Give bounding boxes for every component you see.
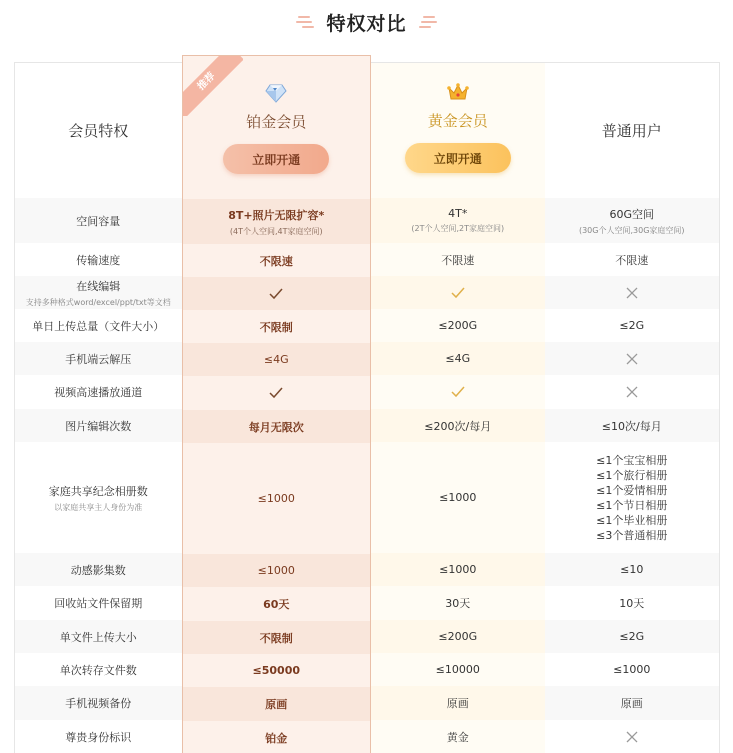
platinum-value-text: 8T+照片无限扩容*: [228, 208, 325, 222]
gold-value-sub: (2T个人空间,2T家庭空间): [411, 224, 505, 233]
feature-label: 尊贵身份标识: [65, 730, 132, 744]
platinum-value-cell: [183, 587, 370, 621]
normal-value-cell: [545, 720, 720, 753]
recommend-ribbon-label: 推荐: [183, 56, 243, 116]
gold-column-header: [371, 63, 545, 198]
gold-column: [371, 63, 545, 753]
normal-value-text: ≤1000: [613, 663, 651, 676]
gold-value-text: ≤200次/每月: [424, 419, 492, 433]
gold-column-title: 黄金会员: [427, 112, 488, 130]
normal-value-text: 原画: [620, 697, 643, 710]
feature-label: 传输速度: [76, 253, 121, 267]
gold-value-cell: [371, 686, 545, 720]
normal-value-text: ≤10次/每月: [601, 419, 662, 433]
platinum-value-text: ≤50000: [252, 664, 301, 677]
gold-value-text: ≤1000: [439, 563, 477, 576]
gold-value-text: ≤10000: [435, 663, 480, 676]
normal-value-cell: [545, 409, 720, 442]
feature-label: 单次转存文件数: [59, 663, 137, 677]
gold-value-text: 不限速: [441, 253, 475, 267]
gold-value-cell: [371, 375, 545, 409]
feature-sublabel: 以家庭共享主人身份为准: [54, 502, 143, 512]
gold-value-text: ≤1000: [439, 491, 477, 504]
feature-row: [15, 276, 182, 309]
gold-value-cell: [371, 653, 545, 686]
normal-value-cell: [545, 375, 720, 409]
platinum-value-cell: [183, 687, 370, 721]
normal-value-cell: [545, 198, 720, 243]
feature-row: [15, 553, 182, 586]
platinum-value-cell: [183, 244, 370, 277]
platinum-value-cell: [183, 310, 370, 343]
platinum-value-text: 原画: [265, 698, 288, 711]
cross-icon: [625, 286, 639, 300]
cross-icon: [625, 385, 639, 399]
page-title: 特权对比: [326, 12, 407, 35]
feature-label: 单日上传总量（文件大小）: [32, 319, 165, 333]
normal-value-text: 10天: [619, 597, 645, 610]
normal-value-text: 不限速: [615, 253, 649, 267]
gold-value-cell: [371, 243, 545, 276]
cross-icon: [625, 352, 639, 366]
feature-label: 手机视频备份: [65, 697, 132, 710]
gold-value-text: 原画: [446, 697, 469, 710]
platinum-value-cell: [183, 199, 370, 244]
normal-value-cell: [545, 620, 720, 653]
gold-value-cell: [371, 586, 545, 620]
gold-value-cell: [371, 620, 545, 653]
platinum-value-text: 不限制: [259, 631, 293, 645]
platinum-subscribe-button[interactable]: 立即开通: [223, 144, 329, 174]
normal-value-cell: [545, 342, 720, 375]
normal-column-title: 普通用户: [601, 122, 662, 140]
normal-value-cell: [545, 442, 720, 553]
platinum-value-text: 不限速: [259, 254, 293, 268]
normal-value-text: ≤2G: [619, 630, 645, 643]
section-title-bar: [0, 8, 733, 36]
normal-value-cell: [545, 243, 720, 276]
feature-label: 单文件上传大小: [59, 630, 137, 644]
feature-row: [15, 309, 182, 342]
normal-value-text: 60G空间: [609, 207, 655, 221]
title-right-decoration-icon: [417, 14, 437, 30]
gold-value-text: 黄金: [446, 730, 469, 744]
feature-row: [15, 653, 182, 686]
platinum-column-title: 铂金会员: [246, 113, 307, 131]
normal-value-cell: [545, 653, 720, 686]
normal-column: [545, 63, 720, 753]
platinum-value-text: ≤1000: [257, 564, 295, 577]
gold-value-text: ≤4G: [445, 352, 471, 365]
normal-value-text: ≤10: [620, 563, 644, 576]
platinum-value-cell: [183, 654, 370, 687]
feature-column-header: [15, 63, 182, 198]
feature-row: [15, 375, 182, 409]
platinum-value-cell: [183, 277, 370, 310]
feature-row: [15, 409, 182, 442]
feature-label: 空间容量: [76, 214, 121, 228]
normal-value-cell: [545, 276, 720, 309]
normal-list-item: ≤1个毕业相册: [596, 513, 668, 527]
normal-value-sub: (30G个人空间,30G家庭空间): [578, 225, 685, 235]
check-icon: [268, 286, 284, 302]
normal-value-cell: [545, 553, 720, 586]
gold-value-cell: [371, 720, 545, 753]
feature-row: [15, 243, 182, 276]
normal-list-item: ≤1个旅行相册: [596, 468, 668, 482]
platinum-value-text: 60天: [263, 598, 290, 611]
comparison-table: [14, 62, 720, 753]
recommend-ribbon: [183, 56, 243, 116]
platinum-value-text: ≤4G: [263, 353, 289, 366]
check-icon: [268, 385, 284, 401]
platinum-value-cell: [183, 410, 370, 443]
normal-list-item: ≤3个普通相册: [596, 528, 668, 542]
normal-value-text: ≤2G: [619, 319, 645, 332]
gold-value-cell: [371, 553, 545, 586]
feature-row: [15, 198, 182, 243]
normal-column-header: [545, 63, 720, 198]
gold-value-text: ≤200G: [438, 319, 478, 332]
normal-list-item: ≤1个宝宝相册: [596, 453, 668, 467]
title-left-decoration-icon: [296, 14, 316, 30]
gold-value-cell: [371, 198, 545, 243]
feature-label: 回收站文件保留期: [54, 597, 143, 610]
check-icon: [450, 384, 466, 400]
normal-list-item: ≤1个爱情相册: [596, 483, 668, 497]
feature-row: [15, 586, 182, 620]
platinum-value-cell: [183, 621, 370, 654]
normal-value-cell: [545, 586, 720, 620]
platinum-value-text: 铂金: [265, 731, 288, 745]
normal-value-cell: [545, 309, 720, 342]
feature-row: [15, 686, 182, 720]
crown-icon: [447, 82, 469, 102]
feature-label: 图片编辑次数: [65, 419, 132, 433]
platinum-value-cell: [183, 443, 370, 554]
normal-list-item: ≤1个节日相册: [596, 498, 668, 512]
gold-value-text: ≤200G: [438, 630, 478, 643]
platinum-value-cell: [183, 376, 370, 410]
gold-subscribe-button[interactable]: 立即开通: [405, 143, 511, 173]
gold-value-text: 30天: [445, 597, 471, 610]
feature-sublabel: 支持多种格式word/excel/ppt/txt等文档: [25, 297, 171, 307]
diamond-icon: [265, 83, 287, 103]
platinum-value-text: 每月无限次: [248, 420, 304, 434]
platinum-column: [182, 55, 371, 753]
normal-value-cell: [545, 686, 720, 720]
feature-label: 在线编辑: [76, 279, 121, 293]
feature-label: 家庭共享纪念相册数: [48, 484, 148, 498]
platinum-value-text: 不限制: [259, 320, 293, 334]
feature-label: 视频高速播放通道: [54, 386, 143, 399]
gold-value-cell: [371, 342, 545, 375]
gold-value-cell: [371, 276, 545, 309]
feature-column: [15, 63, 182, 753]
gold-value-cell: [371, 409, 545, 442]
platinum-value-cell: [183, 343, 370, 376]
gold-value-cell: [371, 442, 545, 553]
cross-icon: [625, 730, 639, 744]
feature-label: 手机端云解压: [65, 352, 132, 366]
platinum-value-text: ≤1000: [257, 492, 295, 505]
feature-row: [15, 620, 182, 653]
feature-row: [15, 720, 182, 753]
platinum-value-cell: [183, 554, 370, 587]
gold-value-text: 4T*: [448, 207, 468, 220]
platinum-value-sub: (4T个人空间,4T家庭空间): [229, 226, 323, 236]
feature-row: [15, 342, 182, 375]
feature-label: 动感影集数: [70, 563, 126, 577]
feature-row: [15, 442, 182, 553]
feature-column-title: 会员特权: [68, 122, 129, 140]
platinum-value-cell: [183, 721, 370, 753]
check-icon: [450, 285, 466, 301]
gold-value-cell: [371, 309, 545, 342]
